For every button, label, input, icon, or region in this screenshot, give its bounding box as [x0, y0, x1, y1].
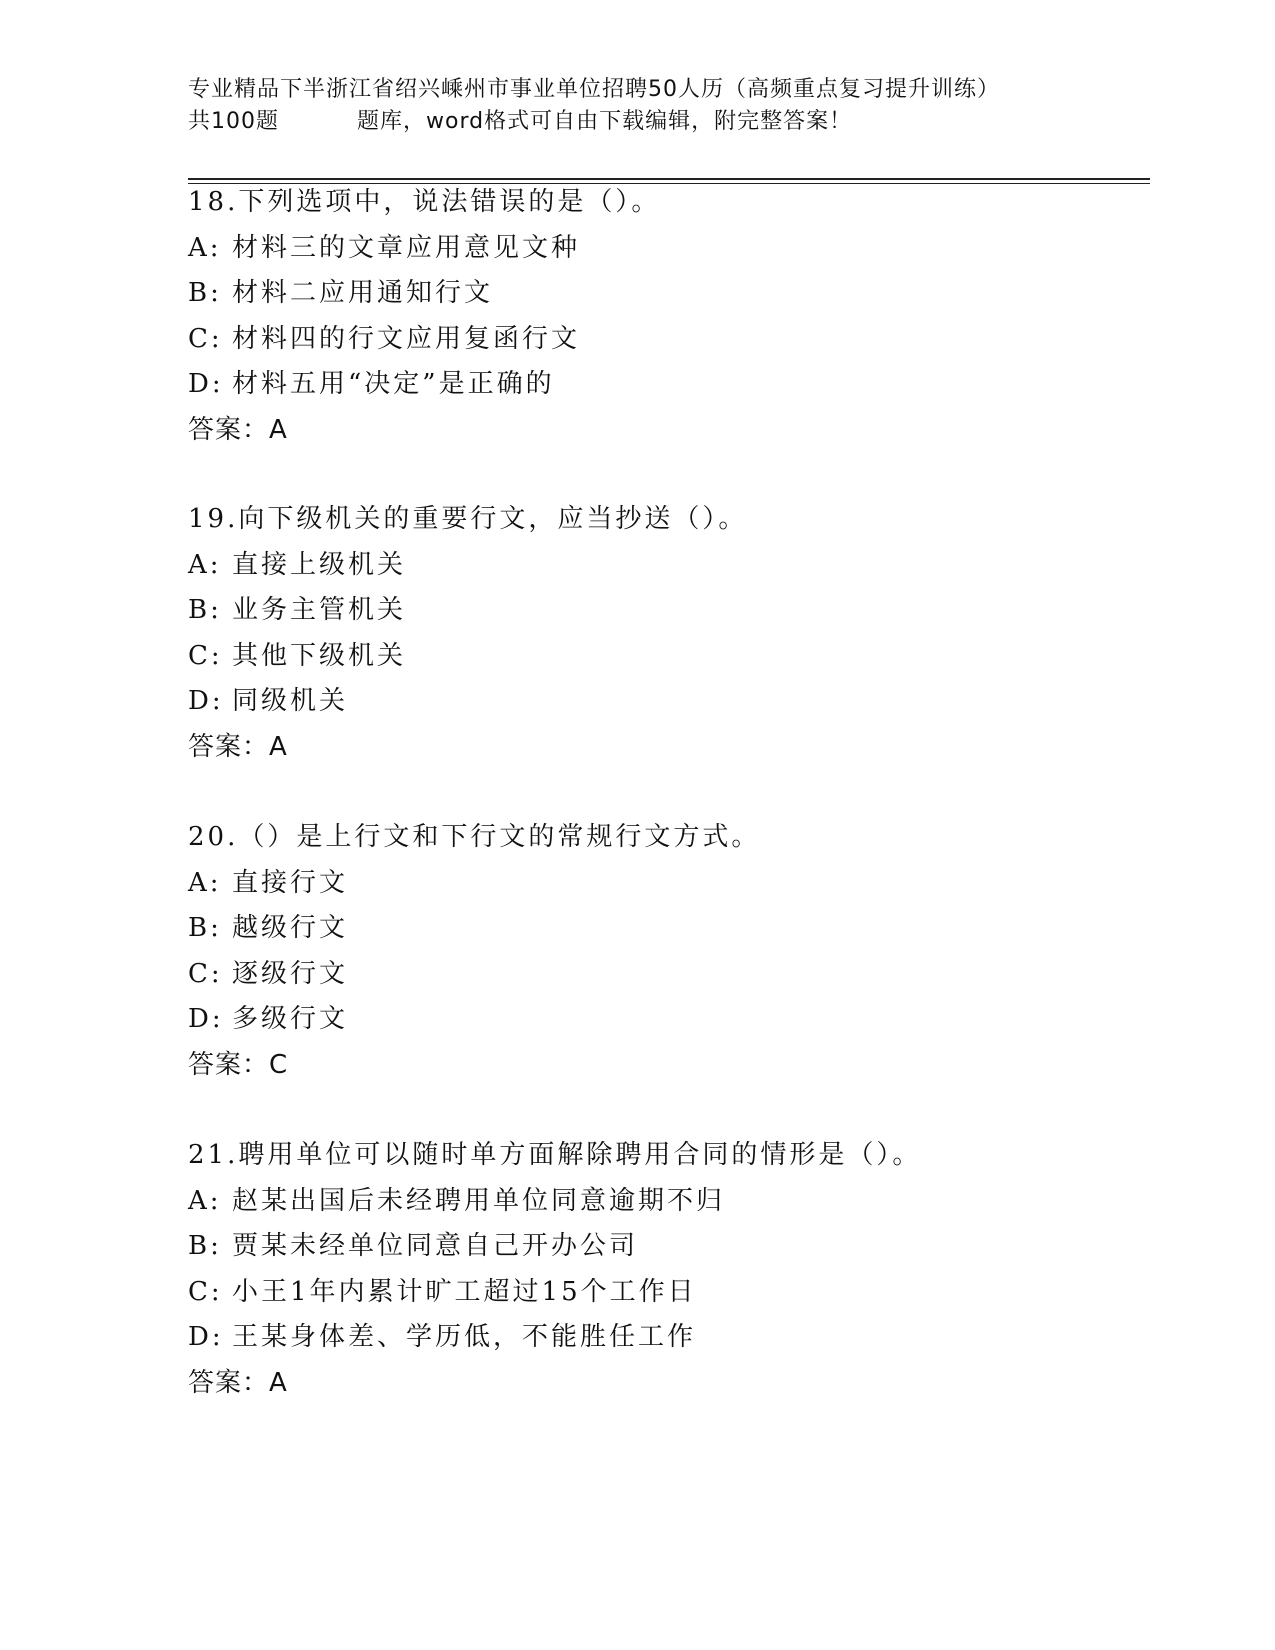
option-text: 材料五用“决定”是正确的	[232, 369, 555, 399]
option-text: 材料四的行文应用复函行文	[232, 323, 581, 354]
option-text: 小王1年内累计旷工超过15个工作日	[232, 1276, 697, 1307]
option-text: 直接行文	[232, 867, 349, 898]
option-text: 越级行文	[232, 913, 349, 943]
option-text: 材料二应用通知行文	[232, 278, 494, 308]
option-letter: B:	[188, 595, 222, 625]
option-text: 贾某未经单位同意自己开办公司	[232, 1231, 639, 1261]
option-letter: B:	[188, 278, 222, 308]
option-text: 材料三的文章应用意见文种	[232, 232, 581, 263]
option-d	[188, 997, 1148, 1043]
option-letter: D:	[188, 369, 224, 399]
option-c	[188, 317, 1148, 363]
header-description: 题库，word格式可自由下载编辑，附完整答案！	[357, 109, 853, 134]
question-stem: 21.聘用单位可以随时单方面解除聘用合同的情形是（）。	[188, 1140, 922, 1170]
question-stem: 19.向下级机关的重要行文，应当抄送（）。	[188, 504, 748, 534]
header-subtitle-line	[188, 106, 1148, 138]
option-a	[188, 861, 1148, 907]
option-letter: C:	[188, 1276, 223, 1307]
option-d	[188, 679, 1148, 725]
option-text: 业务主管机关	[232, 595, 407, 625]
option-a	[188, 543, 1148, 589]
option-text: 直接上级机关	[232, 549, 407, 580]
option-text: 多级行文	[232, 1004, 349, 1034]
option-c	[188, 634, 1148, 680]
option-letter: D:	[188, 686, 224, 716]
answer-line: 答案：C	[188, 1049, 289, 1080]
document-header	[188, 74, 1148, 138]
option-text: 王某身体差、学历低，不能胜任工作	[232, 1322, 697, 1352]
option-letter: D:	[188, 1004, 224, 1034]
answer-line: 答案：A	[188, 414, 288, 445]
option-d	[188, 362, 1148, 408]
option-letter: C:	[188, 958, 223, 989]
option-b	[188, 906, 1148, 952]
option-text: 同级机关	[232, 686, 349, 716]
option-b	[188, 271, 1148, 317]
option-b	[188, 588, 1148, 634]
question-count: 共100题	[188, 109, 279, 134]
option-c	[188, 1270, 1148, 1316]
option-text: 逐级行文	[232, 958, 349, 989]
option-a	[188, 226, 1148, 272]
question-block	[188, 1133, 1148, 1406]
option-letter: C:	[188, 323, 223, 354]
option-a	[188, 1179, 1148, 1225]
option-letter: A:	[188, 549, 222, 580]
option-c	[188, 952, 1148, 998]
question-block	[188, 180, 1148, 453]
option-letter: B:	[188, 1231, 222, 1261]
option-letter: B:	[188, 913, 222, 943]
option-letter: C:	[188, 640, 223, 671]
option-letter: D:	[188, 1322, 224, 1352]
option-letter: A:	[188, 867, 222, 898]
option-b	[188, 1224, 1148, 1270]
question-block	[188, 815, 1148, 1088]
question-stem: 20.（）是上行文和下行文的常规行文方式。	[188, 822, 761, 852]
header-title-line: 专业精品下半浙江省绍兴嵊州市事业单位招聘50人历（高频重点复习提升训练）	[188, 77, 1000, 102]
option-text: 赵某出国后未经聘用单位同意逾期不归	[232, 1185, 726, 1216]
option-text: 其他下级机关	[232, 640, 407, 671]
question-stem: 18.下列选项中，说法错误的是（）。	[188, 187, 661, 217]
option-d	[188, 1315, 1148, 1361]
question-block	[188, 497, 1148, 770]
option-letter: A:	[188, 232, 222, 263]
answer-line: 答案：A	[188, 1367, 288, 1398]
option-letter: A:	[188, 1185, 222, 1216]
answer-line: 答案：A	[188, 731, 288, 762]
